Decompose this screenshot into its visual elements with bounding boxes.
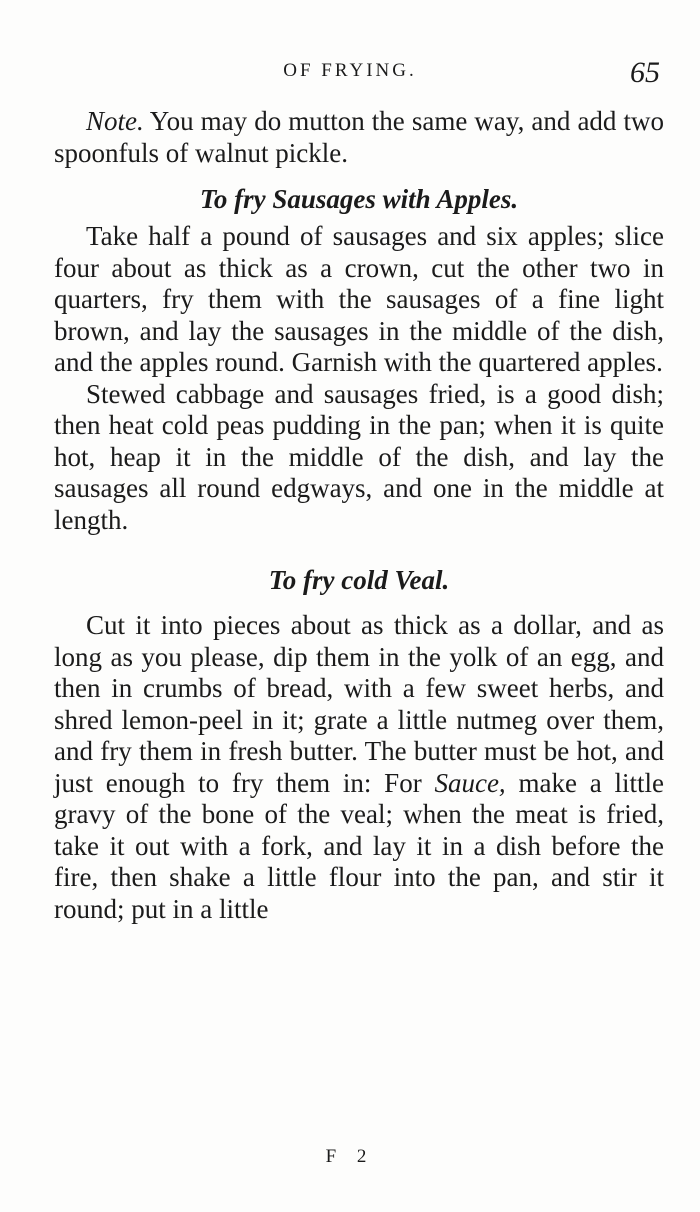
sausages-paragraph-2: Stewed cabbage and sausages fried, is a good dish; then heat cold peas pudding in the pan; when it is quite hot, heap it in the middle of the dish, and lay the sausages all round edgways, and one in the middle at length. [54,378,664,535]
note-label: Note. [86,106,144,136]
running-head: OF FRYING. [283,60,417,81]
note-paragraph [54,106,664,169]
section-title-sausages: To fry Sausages with Apples. [199,184,519,214]
veal-text-part-1: Cut it into pieces about as thick as a dollar, and as long as you please, dip them in the yolk of an egg, and then in crumbs of bread, with a few sweet herbs, and shred lemon-peel in it; grate a little nutmeg over them, and fry them in fresh butter. The butter must be hot, and just enough to fry them in: For [54,610,664,798]
page-number: 65 [630,56,660,89]
signature-mark: F 2 [325,1146,375,1167]
sausages-paragraph-1: Take half a pound of sausages and six apples; slice four about as thick as a crown, cut the other two in quarters, fry them with the sausages of a fine light brown, and lay the sausages in the middle of the dish, and the apples round. Garnish with the quartered apples. [54,221,664,377]
veal-paragraph [54,610,664,925]
note-text: You may do mutton the same way, and add two spoonfuls of walnut pickle. [54,106,664,168]
sauce-word: Sauce, [434,767,506,798]
text-block [54,106,664,925]
veal-text-part-2: make a little gravy of the bone of the veal; when the meat is fried, take it out with a fork, and lay it in a dish before the fire, then shake a little flour into the pan, and stir it round; put in a little [54,767,664,924]
page-header [0,56,700,96]
section-title-veal: To fry cold Veal. [268,565,450,595]
